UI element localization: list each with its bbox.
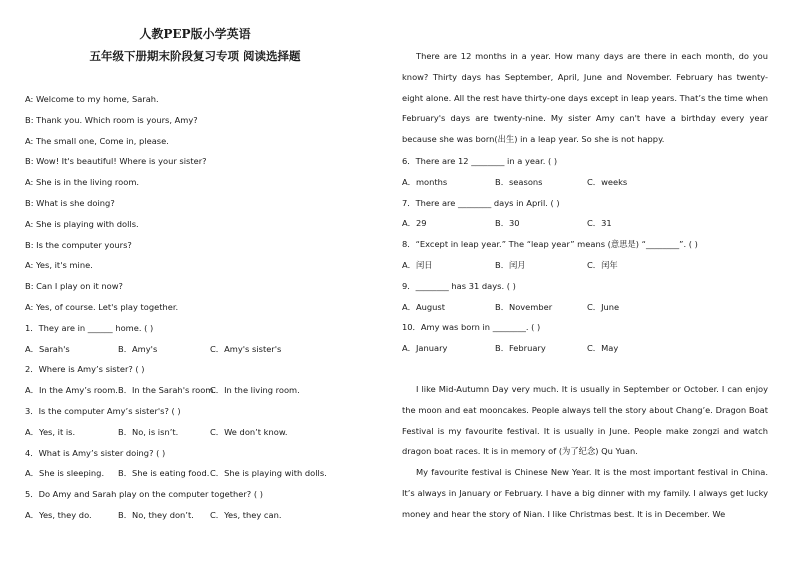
answer-option: B．February <box>495 343 546 354</box>
dialogue-line: A: She is in the living room. <box>25 177 140 188</box>
answer-option: C．闰年 <box>587 260 618 270</box>
dialogue-line: B: Wow! It's beautiful! Where is your sister? <box>25 156 207 167</box>
dialogue-line: B: Can I play on it now? <box>25 281 123 292</box>
dialogue-line: A: Yes, it's mine. <box>25 260 93 271</box>
answer-option: B．Amy's <box>118 343 158 354</box>
answer-option: B．November <box>495 301 553 312</box>
answer-option: C．31 <box>587 218 612 229</box>
worksheet-title: 人教PEP版小学英语 <box>139 27 251 41</box>
answer-option: C．weeks <box>587 176 628 187</box>
question-text: 1．They are in ______ home. ( ) <box>25 322 154 333</box>
reading-passage-2 <box>402 379 768 525</box>
answer-option: B．30 <box>495 218 520 229</box>
answer-option: A．January <box>402 343 448 354</box>
question-text: 5．Do Amy and Sarah play on the computer together? ( ) <box>25 489 263 500</box>
question-text: 10．Amy was born in ________. ( ) <box>402 322 541 333</box>
answer-option: B．闰月 <box>495 260 526 270</box>
answer-option: C．Yes, they can. <box>210 510 282 520</box>
answer-option: B．In the Sarah's room. <box>118 385 217 396</box>
answer-option: A．months <box>402 176 448 187</box>
dialogue-line: A: She is playing with dolls. <box>25 218 139 229</box>
answer-option: A．August <box>402 301 446 312</box>
answer-option: A．In the Amy’s room. <box>25 385 118 396</box>
answer-option: C．We don’t know. <box>210 426 288 437</box>
dialogue-line: B: Thank you. Which room is yours, Amy? <box>25 114 198 125</box>
dialogue-line: A: The small one, Come in, please. <box>25 135 169 146</box>
dialogue-line: B: Is the computer yours? <box>25 239 132 250</box>
worksheet-subtitle: 五年级下册期末阶段复习专项 阅读选择题 <box>89 49 301 63</box>
question-text: 3．Is the computer Amy’s sister's? ( ) <box>25 406 181 416</box>
answer-option: A．Yes, they do. <box>25 510 92 520</box>
answer-option: A．She is sleeping. <box>25 468 105 479</box>
dialogue-line: A: Welcome to my home, Sarah. <box>25 94 159 104</box>
answer-option: C．June <box>587 301 620 312</box>
answer-option: A．闰日 <box>402 260 433 270</box>
dialogue-line: A: Yes, of course. Let's play together. <box>25 302 179 312</box>
answer-option: A．29 <box>402 218 427 229</box>
answer-option: C．In the living room. <box>210 385 300 396</box>
dialogue-line: B: What is she doing? <box>25 198 115 208</box>
answer-option: B．She is eating food. <box>118 468 210 479</box>
answer-option: C．She is playing with dolls. <box>210 468 327 479</box>
question-text: 9．________ has 31 days. ( ) <box>402 280 516 291</box>
reading-passage-1 <box>402 46 768 150</box>
question-text: 2．Where is Amy’s sister? ( ) <box>25 364 145 375</box>
answer-option: B．No, is isn’t. <box>118 426 179 437</box>
answer-option: C．May <box>587 343 619 354</box>
answer-option: B．seasons <box>495 176 543 187</box>
answer-option: A．Sarah's <box>25 343 70 354</box>
question-text: 8．“Except in leap year.” The “leap year” means (意思是) “________”. ( ) <box>402 239 698 250</box>
question-text: 7．There are ________ days in April. ( ) <box>402 197 560 208</box>
answer-option: A．Yes, it is. <box>25 426 76 437</box>
passage-paragraph: My favourite festival is Chinese New Year. It is the most important festival in China. It’s always in January or February. I have a big dinner with my family. I always get lucky money and hear the story of Nian. I like Christmas best. It is in December. We <box>402 467 768 519</box>
passage-paragraph: I like Mid-Autumn Day very much. It is usually in September or October. I can enjoy the moon and eat mooncakes. People always tell the story about Chang’e. Dragon Boat Festival is my favourite festival. It is usually in June. People make zongzi and watch dragon boat races. It is in memory of (为了纪念) Qu Yuan. <box>402 384 768 457</box>
question-text: 6．There are 12 ________ in a year. ( ) <box>402 156 558 166</box>
question-text: 4．What is Amy’s sister doing? ( ) <box>25 447 166 458</box>
answer-option: B．No, they don’t. <box>118 510 194 520</box>
answer-option: C．Amy's sister's <box>210 343 282 354</box>
passage-paragraph: There are 12 months in a year. How many days are there in each month, do you know? Thirty days has September, April, June and November. February has twenty-eight alone. All the rest have thirty-one days except in leap years. That’s the time when February's days are twenty-nine. My sister Amy can't have a birthday every year because she was born(出生) in a leap year. So she is not happy. <box>402 51 768 145</box>
